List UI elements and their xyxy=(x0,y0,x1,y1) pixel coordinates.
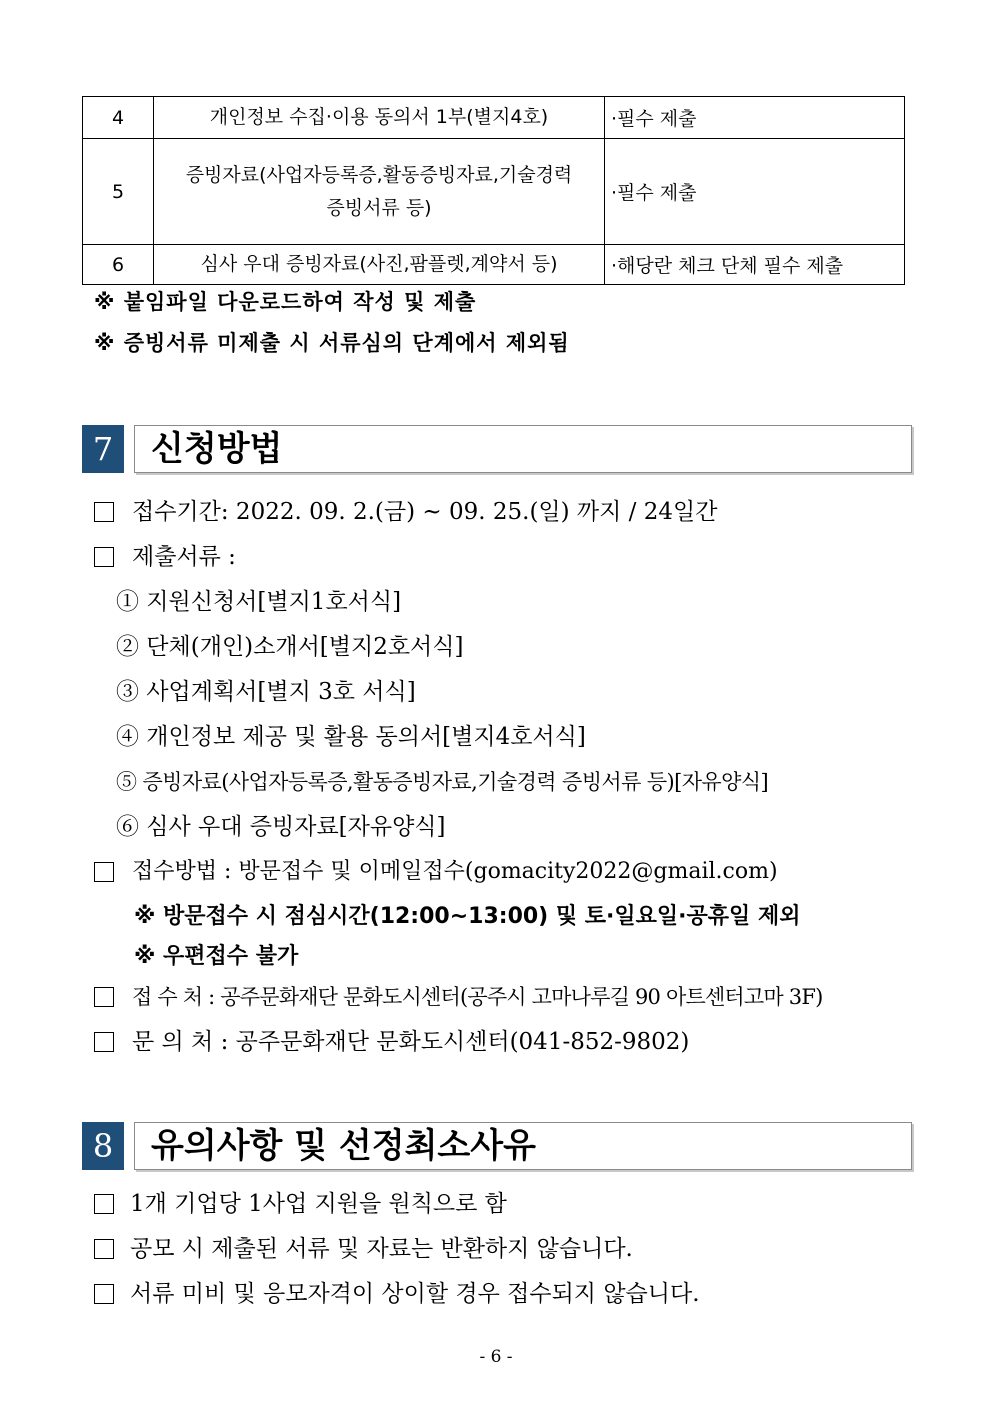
checkbox-bullet-icon xyxy=(94,1032,114,1052)
document-list-item: ② 단체(개인)소개서[별지2호서식] xyxy=(116,634,464,660)
document-list-item: ④ 개인정보 제공 및 활용 동의서[별지4호서식] xyxy=(116,724,586,750)
document-name: 개인정보 수집·이용 동의서 1부(별지4호) xyxy=(154,97,605,139)
notice-exclusion: ※ 증빙서류 미제출 시 서류심의 단계에서 제외됨 xyxy=(94,331,570,355)
checkbox-bullet-icon xyxy=(94,547,114,567)
caution-item: 서류 미비 및 응모자격이 상이할 경우 접수되지 않습니다. xyxy=(130,1281,700,1307)
section-number-badge: 7 xyxy=(82,425,124,473)
row-number: 6 xyxy=(83,245,154,285)
checkbox-bullet-icon xyxy=(94,1194,114,1214)
section-title: 신청방법 xyxy=(151,429,283,469)
submission-note: ·해당란 체크 단체 필수 제출 xyxy=(605,245,905,285)
row-number: 5 xyxy=(83,139,154,245)
caution-item: 1개 기업당 1사업 지원을 원칙으로 함 xyxy=(130,1191,507,1217)
caution-item: 공모 시 제출된 서류 및 자료는 반환하지 않습니다. xyxy=(130,1236,633,1262)
table-row xyxy=(83,97,905,139)
checkbox-bullet-icon xyxy=(94,1284,114,1304)
inquiry-contact: 문 의 처 : 공주문화재단 문화도시센터(041-852-9802) xyxy=(132,1029,690,1055)
submission-documents-table xyxy=(82,96,905,285)
document-name-line: 증빙자료(사업자등록증,활동증빙자료,기술경력 xyxy=(185,163,573,186)
document-name xyxy=(154,139,605,245)
document-list-item: ① 지원신청서[별지1호서식] xyxy=(116,589,402,615)
submission-note: ·필수 제출 xyxy=(605,139,905,245)
table-row xyxy=(83,245,905,285)
document-list-item: ⑥ 심사 우대 증빙자료[자유양식] xyxy=(116,814,446,840)
method-note-mail: ※ 우편접수 불가 xyxy=(134,944,299,969)
documents-label: 제출서류 : xyxy=(132,544,236,570)
document-list-item: ③ 사업계획서[별지 3호 서식] xyxy=(116,679,416,705)
application-method: 접수방법 : 방문접수 및 이메일접수(gomacity2022@gmail.com) xyxy=(132,859,778,884)
page-number: - 6 - xyxy=(479,1347,513,1367)
document-list-item: ⑤ 증빙자료(사업자등록증,활동증빙자료,기술경력 증빙서류 등)[자유양식] xyxy=(116,770,769,794)
checkbox-bullet-icon xyxy=(94,502,114,522)
table-row xyxy=(83,139,905,245)
checkbox-bullet-icon xyxy=(94,987,114,1007)
application-period: 접수기간: 2022. 09. 2.(금) ~ 09. 25.(일) 까지 / 24일간 xyxy=(132,499,718,525)
notice-download: ※ 붙임파일 다운로드하여 작성 및 제출 xyxy=(94,290,477,314)
submission-note: ·필수 제출 xyxy=(605,97,905,139)
section-number-badge: 8 xyxy=(82,1122,124,1170)
reception-place: 접 수 처 : 공주문화재단 문화도시센터(공주시 고마나루길 90 아트센터고마 3F) xyxy=(132,985,823,1009)
checkbox-bullet-icon xyxy=(94,862,114,882)
document-name-line: 증빙서류 등) xyxy=(326,196,432,219)
document-name: 심사 우대 증빙자료(사진,팜플렛,계약서 등) xyxy=(154,245,605,285)
checkbox-bullet-icon xyxy=(94,1239,114,1259)
section-heading-box xyxy=(134,425,912,473)
method-note-visit: ※ 방문접수 시 점심시간(12:00~13:00) 및 토·일요일·공휴일 제외 xyxy=(134,904,801,929)
row-number: 4 xyxy=(83,97,154,139)
section-title: 유의사항 및 선정최소사유 xyxy=(151,1126,536,1166)
section-heading-box xyxy=(134,1122,912,1170)
